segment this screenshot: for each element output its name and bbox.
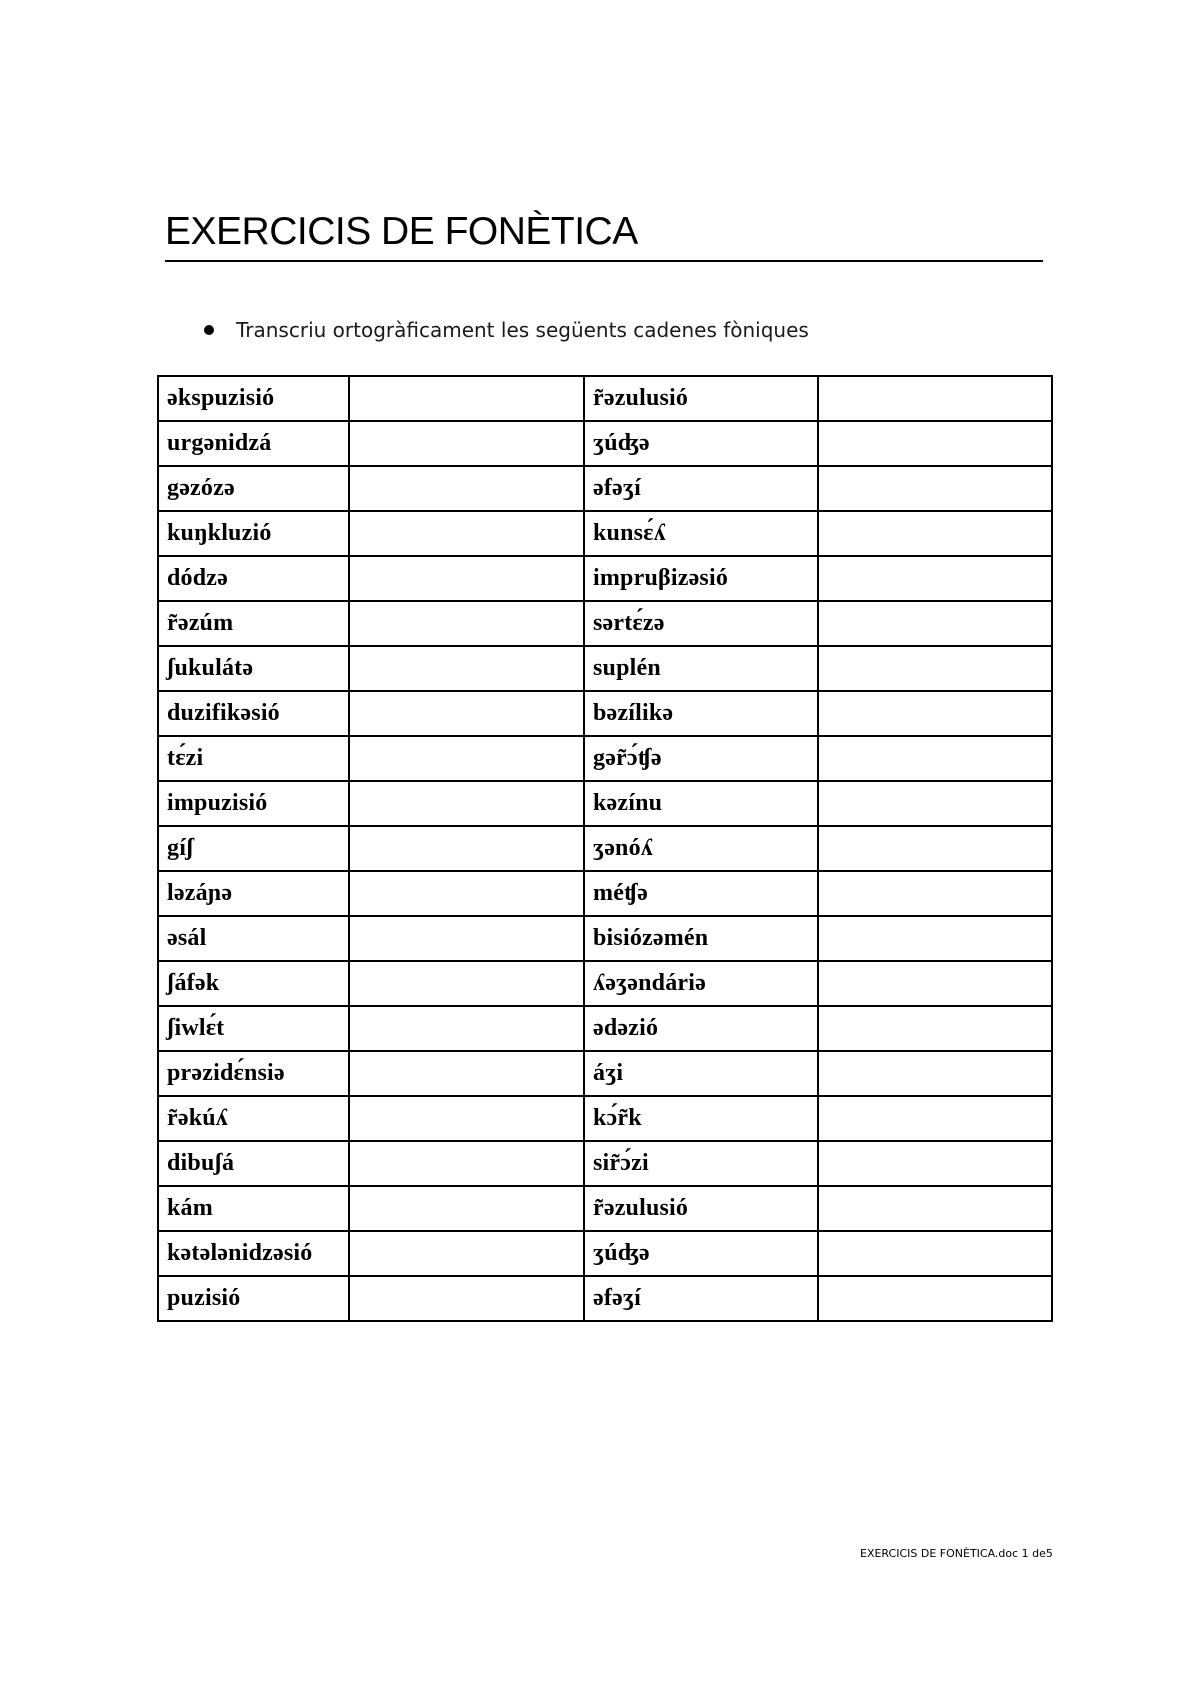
answer-cell-right[interactable] [818,1186,1052,1231]
answer-cell-left[interactable] [349,1186,584,1231]
answer-cell-left[interactable] [349,781,584,826]
answer-cell-right[interactable] [818,871,1052,916]
table-row [158,601,1052,646]
table-row [158,556,1052,601]
table-row [158,1006,1052,1051]
phonetic-word-left: gəzózə [158,466,349,511]
answer-cell-right[interactable] [818,1141,1052,1186]
table-row [158,1276,1052,1321]
answer-cell-right[interactable] [818,961,1052,1006]
answer-cell-left[interactable] [349,691,584,736]
phonetic-word-left: duzifikəsió [158,691,349,736]
phonetic-word-left: dibuʃá [158,1141,349,1186]
table-row [158,736,1052,781]
phonetic-word-right: ʒúʤə [584,1231,818,1276]
answer-cell-right[interactable] [818,826,1052,871]
phonetic-word-left: ləzáɲə [158,871,349,916]
table-row [158,466,1052,511]
table-row [158,781,1052,826]
answer-cell-right[interactable] [818,781,1052,826]
phonetic-word-right: kunsɛ́ʎ [584,511,818,556]
phonetic-word-left: prəzidɛ́nsiə [158,1051,349,1096]
table-row [158,511,1052,556]
answer-cell-left[interactable] [349,1096,584,1141]
answer-cell-left[interactable] [349,376,584,421]
answer-cell-left[interactable] [349,556,584,601]
phonetic-word-left: ʃukulátə [158,646,349,691]
phonetic-word-right: ʒənóʎ [584,826,818,871]
phonetic-word-right: bisiózəmén [584,916,818,961]
answer-cell-right[interactable] [818,646,1052,691]
answer-cell-left[interactable] [349,646,584,691]
answer-cell-left[interactable] [349,466,584,511]
phonetic-word-right: méʧə [584,871,818,916]
phonetic-word-right: əfəʒí [584,1276,818,1321]
phonetic-word-left: kuŋkluzió [158,511,349,556]
phonetic-word-right: əfəʒí [584,466,818,511]
answer-cell-left[interactable] [349,1231,584,1276]
answer-cell-right[interactable] [818,421,1052,466]
bullet-icon [204,325,214,335]
instruction-text: Transcriu ortogràficament les següents cadenes fòniques [236,318,809,342]
transcription-table [157,375,1053,1322]
answer-cell-right[interactable] [818,736,1052,781]
phonetic-word-left: ʃáfək [158,961,349,1006]
answer-cell-left[interactable] [349,826,584,871]
instruction-item [204,316,809,344]
table-row [158,376,1052,421]
answer-cell-right[interactable] [818,1096,1052,1141]
table-row [158,1186,1052,1231]
answer-cell-left[interactable] [349,736,584,781]
answer-cell-left[interactable] [349,601,584,646]
answer-cell-right[interactable] [818,466,1052,511]
phonetic-word-left: impuzisió [158,781,349,826]
table-row [158,1051,1052,1096]
answer-cell-right[interactable] [818,916,1052,961]
phonetic-word-right: kɔ́r̃k [584,1096,818,1141]
phonetic-word-left: r̃əzúm [158,601,349,646]
phonetic-word-left: kám [158,1186,349,1231]
answer-cell-left[interactable] [349,1051,584,1096]
phonetic-word-left: ʃiwlɛ́t [158,1006,349,1051]
table-row [158,961,1052,1006]
table-row [158,1231,1052,1276]
phonetic-word-right: áʒi [584,1051,818,1096]
table-row [158,646,1052,691]
answer-cell-right[interactable] [818,556,1052,601]
phonetic-word-right: bəzílikə [584,691,818,736]
document-title: EXERCICIS DE FONÈTICA [165,208,1043,262]
phonetic-word-left: tɛ́zi [158,736,349,781]
phonetic-word-right: sir̃ɔ́zi [584,1141,818,1186]
phonetic-word-right: ʒúʤə [584,421,818,466]
page-footer: EXERCICIS DE FONÈTICA.doc 1 de5 [860,1547,1053,1560]
answer-cell-right[interactable] [818,1231,1052,1276]
answer-cell-right[interactable] [818,1006,1052,1051]
phonetic-word-right: gər̃ɔ́ʧə [584,736,818,781]
table-row [158,871,1052,916]
answer-cell-right[interactable] [818,511,1052,556]
table-row [158,1141,1052,1186]
table-row [158,1096,1052,1141]
answer-cell-right[interactable] [818,1276,1052,1321]
answer-cell-left[interactable] [349,871,584,916]
answer-cell-right[interactable] [818,1051,1052,1096]
phonetic-word-left: r̃əkúʎ [158,1096,349,1141]
phonetic-word-left: gíʃ [158,826,349,871]
phonetic-word-left: puzisió [158,1276,349,1321]
table-row [158,691,1052,736]
phonetic-word-left: dódzə [158,556,349,601]
answer-cell-left[interactable] [349,1141,584,1186]
phonetic-word-right: sərtɛ́zə [584,601,818,646]
answer-cell-left[interactable] [349,1006,584,1051]
phonetic-word-right: ʎəʒəndáriə [584,961,818,1006]
phonetic-word-left: əkspuzisió [158,376,349,421]
phonetic-word-left: urgənidzá [158,421,349,466]
phonetic-word-right: impruβizəsió [584,556,818,601]
answer-cell-left[interactable] [349,1276,584,1321]
phonetic-word-right: ədəzió [584,1006,818,1051]
phonetic-word-left: əsál [158,916,349,961]
table-row [158,826,1052,871]
table-row [158,421,1052,466]
answer-cell-right[interactable] [818,376,1052,421]
phonetic-word-right: kəzínu [584,781,818,826]
phonetic-word-right: r̃əzulusió [584,1186,818,1231]
table-row [158,916,1052,961]
phonetic-word-right: r̃əzulusió [584,376,818,421]
answer-cell-left[interactable] [349,511,584,556]
phonetic-word-left: kətələnidzəsió [158,1231,349,1276]
answer-cell-right[interactable] [818,601,1052,646]
answer-cell-left[interactable] [349,916,584,961]
answer-cell-left[interactable] [349,421,584,466]
phonetic-word-right: suplén [584,646,818,691]
answer-cell-right[interactable] [818,691,1052,736]
answer-cell-left[interactable] [349,961,584,1006]
